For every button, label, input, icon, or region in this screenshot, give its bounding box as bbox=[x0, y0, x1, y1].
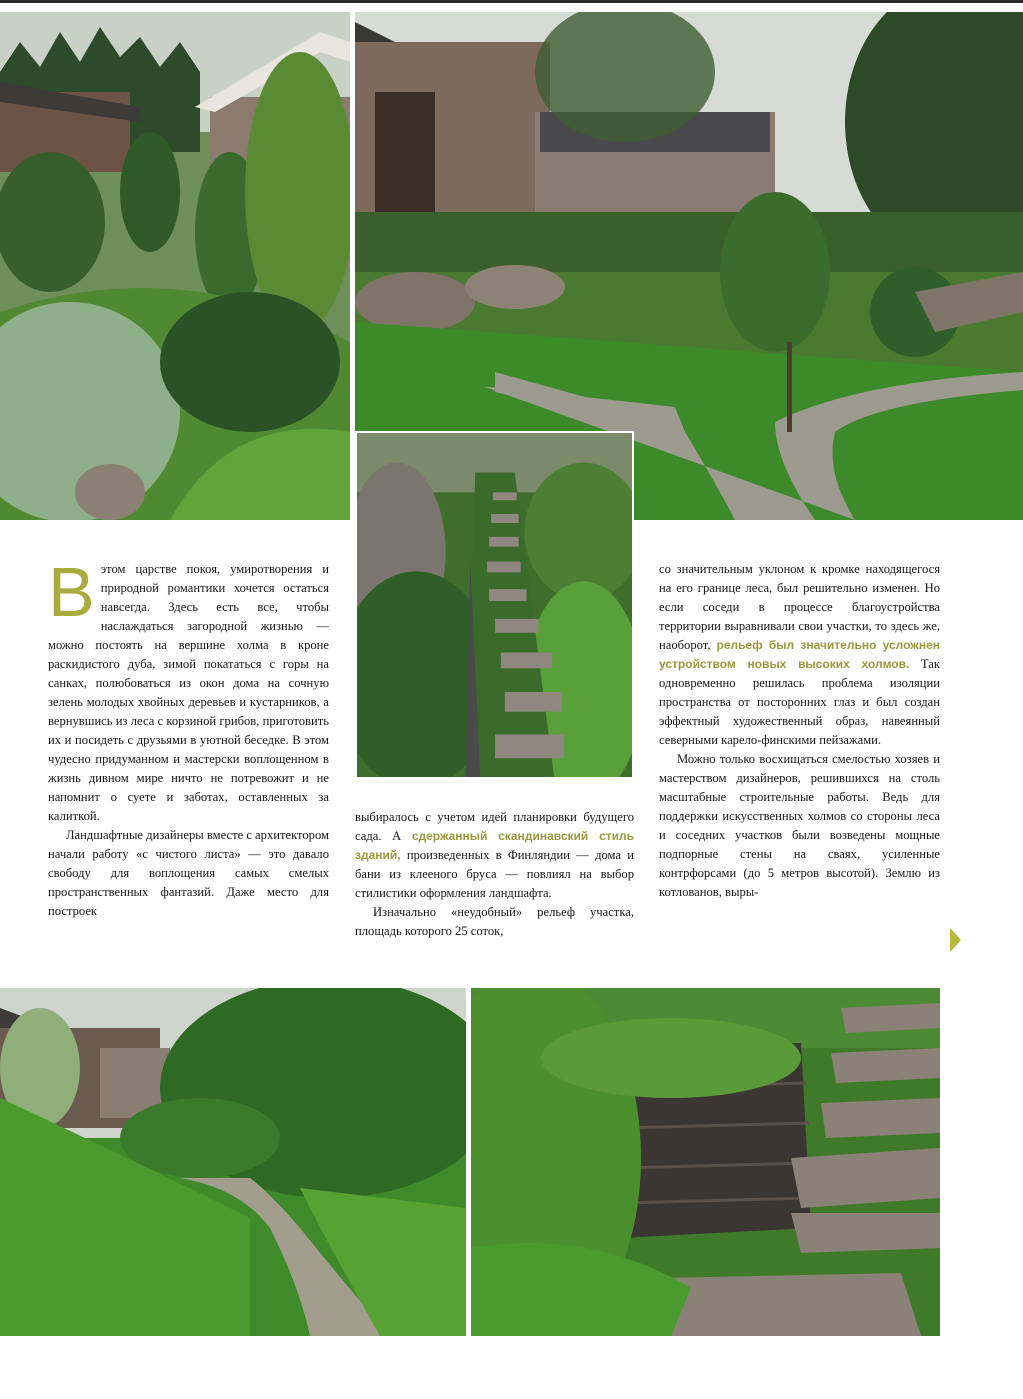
text-column-3 bbox=[659, 560, 940, 902]
drop-cap: В bbox=[48, 553, 95, 631]
continue-arrow-icon bbox=[950, 928, 961, 952]
col2-highlight: сдержанный скандинавский стиль зданий, bbox=[355, 829, 634, 862]
photo-retaining-wall-steps bbox=[471, 988, 940, 1336]
col2-text-b: произведенных в Финляндии — дома и бани из клееного бруса — повлиял на выбор стилистики оформления ландшафта. bbox=[355, 848, 634, 900]
col3-highlight: рельеф был значительно усложнен устройством новых высоких холмов. bbox=[659, 638, 940, 671]
col3-paragraph-2: Можно только восхищаться смелостью хозяев и мастерством дизайнеров, решившихся на столь масштабные строительные работы. Ведь для поддержки искусственных холмов со стороны леса и соседних участков были возведены мощные подпорные стены на сваях, усиленные контрфорсами (до 5 метров высотой). Землю из котлованов, выры- bbox=[659, 752, 940, 899]
photo-lawn-path bbox=[0, 988, 466, 1336]
top-rule bbox=[0, 0, 1023, 3]
col1-paragraph-1: этом царстве покоя, умиротворения и природной романтики хочется остаться навсегда. Здесь есть все, чтобы наслаждаться загородной жизнью — можно постоять на вершине холма в кроне раскидистого дуба, зимой покататься с горы на санках, полюбоваться из окон дома на сочную зелень молодых хвойных деревьев и кустарников, а вернувшись из леса с корзиной грибов, приготовить их и посидеть с друзьями в уютной беседке. В этом чудесно придуманном и мастерски воплощенном в жизнь дивном мире ничто не потревожит и не напомнит о суете и заботах, оставленных за калиткой. bbox=[48, 562, 329, 823]
col3-text-b: Так одновременно решилась проблема изоляции пространства от посторонних глаз и был создан эффектный художественный образ, навеянный северными карело-финскими пейзажами. bbox=[659, 657, 940, 747]
col2-paragraph-2: Изначально «неудобный» рельеф участка, площадь которого 25 соток, bbox=[355, 905, 634, 938]
text-column-1 bbox=[48, 553, 329, 921]
photo-garden-house-left bbox=[0, 12, 350, 520]
photo-stone-steps bbox=[355, 431, 634, 779]
col2-text-a: выбиралось с учетом идей планировки будущего сада. А bbox=[355, 810, 634, 843]
col3-text-a: со значительным уклоном к кромке находящегося на его границе леса, был решительно изменен. Но если соседи в процессе благоустройства территории выравнивали свои участки, то здесь же, наоборот, bbox=[659, 562, 940, 652]
text-column-2 bbox=[355, 808, 634, 941]
col1-paragraph-2: Ландшафтные дизайнеры вместе с архитектором начали работу «с чистого листа» — это давало свободу для воплощения самых смелых пространственных фантазий. Даже место для построек bbox=[48, 828, 329, 918]
